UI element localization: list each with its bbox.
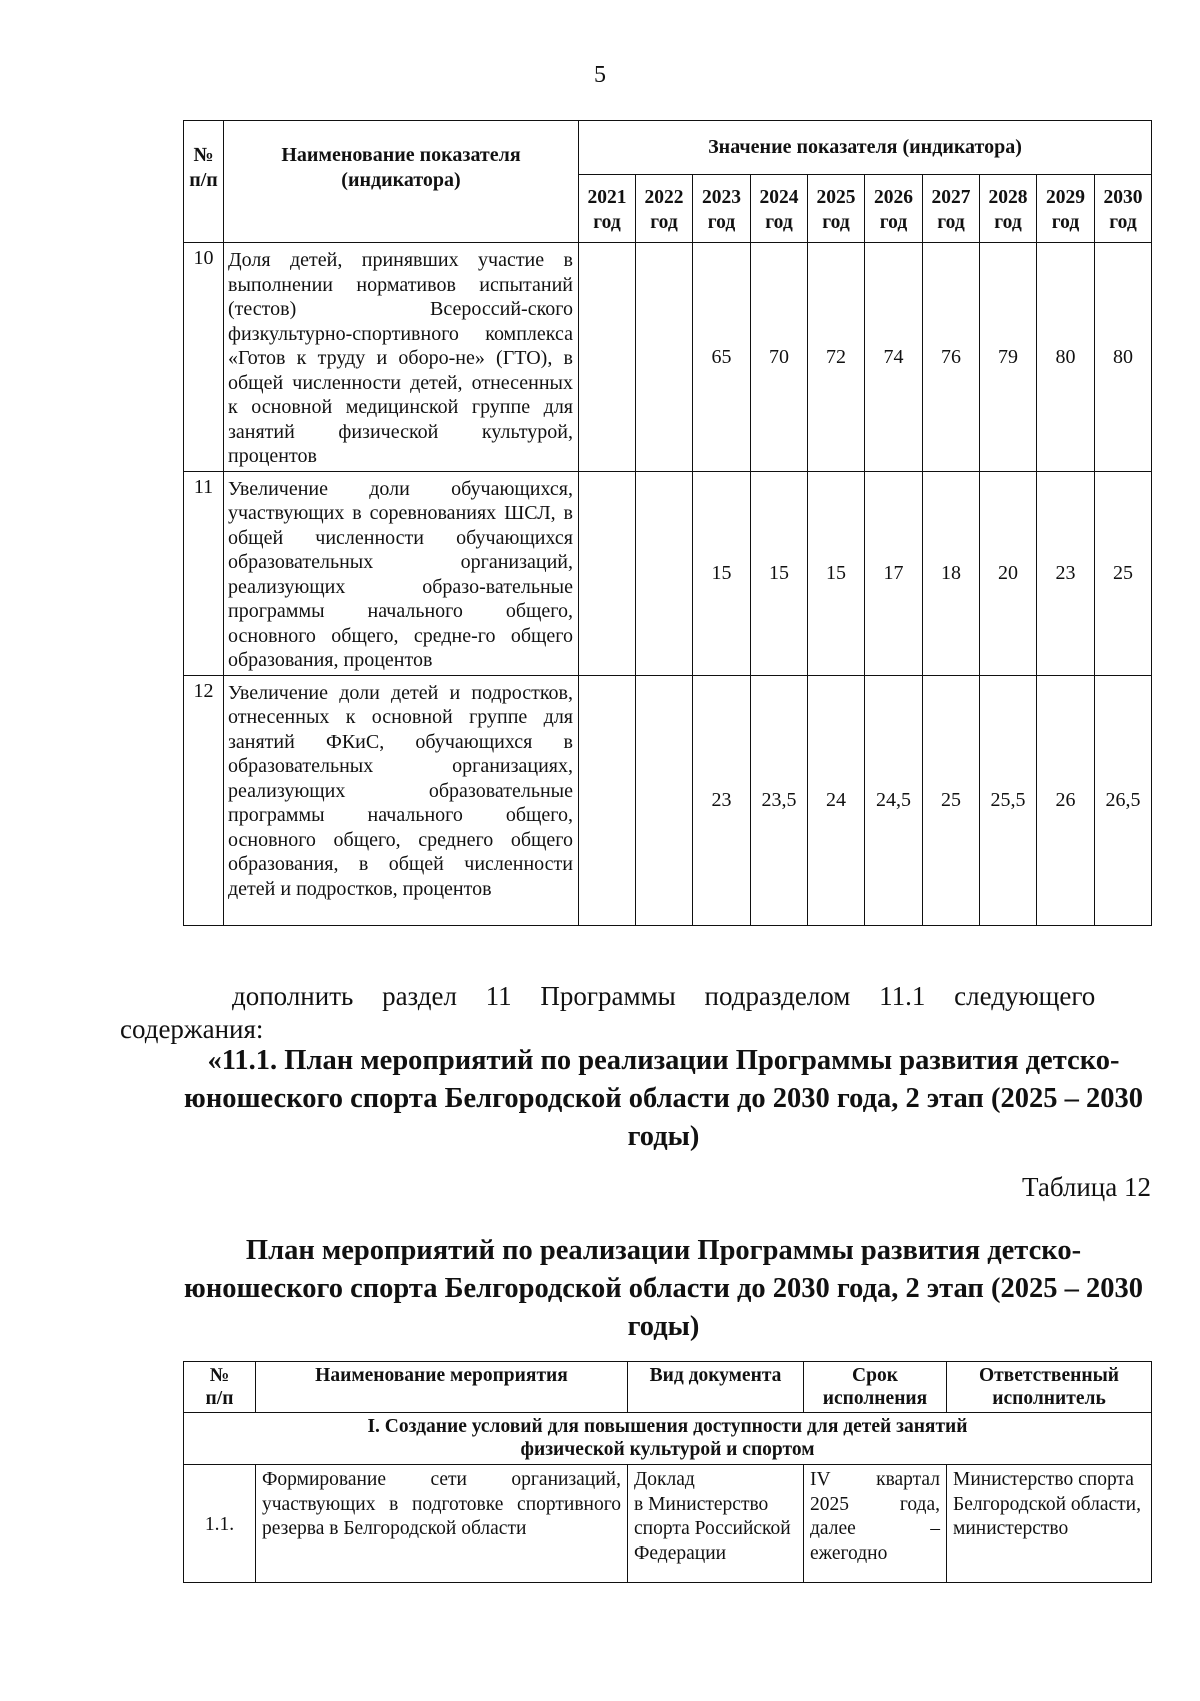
- indicator-table: [183, 120, 1152, 926]
- indicator-value: 20: [980, 471, 1037, 675]
- indicator-value: 80: [1037, 243, 1095, 472]
- header-year-label: 2022: [644, 186, 684, 208]
- header-year-unit: год: [1051, 211, 1080, 233]
- header-year-label: 2029: [1046, 186, 1085, 208]
- plan-header-doc-type: Вид документа: [628, 1362, 804, 1413]
- indicator-value: 25: [1095, 471, 1152, 675]
- header-year-5: [865, 175, 923, 243]
- indicator-value: 15: [693, 471, 751, 675]
- plan-header-num: № п/п: [184, 1362, 256, 1413]
- indicator-value: 24,5: [865, 675, 923, 925]
- header-year-4: [808, 175, 865, 243]
- indicator-value: 23,5: [751, 675, 808, 925]
- plan-table: [183, 1361, 1152, 1583]
- plan-header-name: Наименование мероприятия: [256, 1362, 628, 1413]
- indicator-value: 76: [923, 243, 980, 472]
- header-year-unit: год: [765, 211, 793, 233]
- header-year-unit: год: [822, 211, 850, 233]
- row-num: 11: [184, 471, 224, 675]
- plan-row-num: 1.1.: [184, 1465, 256, 1583]
- header-year-unit: год: [937, 211, 965, 233]
- header-year-unit: год: [593, 211, 621, 233]
- indicator-value: 24: [808, 675, 865, 925]
- indicator-value: 79: [980, 243, 1037, 472]
- header-year-unit: год: [650, 211, 678, 233]
- indicator-value: [636, 243, 693, 472]
- plan-section-title-text: I. Создание условий для повышения доступности для детей занятий физической культурой и спортом: [367, 1416, 968, 1460]
- indicator-value: [636, 471, 693, 675]
- header-num: № п/п: [184, 121, 224, 243]
- header-year-9: [1095, 175, 1152, 243]
- plan-header-responsible: Ответственный исполнитель: [947, 1362, 1152, 1413]
- header-year-label: 2023: [702, 186, 741, 208]
- header-year-unit: год: [994, 211, 1022, 233]
- header-year-label: 2030: [1103, 186, 1143, 208]
- indicator-name: Увеличение доли обучающихся, участвующих в соревнованиях ШСЛ, в общей численности обучающихся образовательных организаций, реализующих образо-вательные программы начального общего, основного общего, средне-го общего образования, процентов: [224, 471, 579, 675]
- amendment-text-cont: содержания:: [120, 1014, 264, 1044]
- header-year-label: 2024: [759, 186, 799, 208]
- amendment-text: дополнить раздел 11 Программы подразделом 11.1 следующего: [232, 981, 1096, 1011]
- indicator-row: [184, 675, 1152, 925]
- indicator-row: [184, 471, 1152, 675]
- indicator-value: 25: [923, 675, 980, 925]
- indicator-value: 18: [923, 471, 980, 675]
- indicator-value: 15: [808, 471, 865, 675]
- header-year-3: [751, 175, 808, 243]
- header-year-1: [636, 175, 693, 243]
- row-num: 10: [184, 243, 224, 472]
- plan-row-responsible: Министерство спорта Белгородской области, министерство: [947, 1465, 1152, 1583]
- amendment-paragraph: [120, 980, 1151, 1046]
- indicator-value: 23: [1037, 471, 1095, 675]
- header-year-0: [579, 175, 636, 243]
- indicator-value: 25,5: [980, 675, 1037, 925]
- subsection-title: «11.1. План мероприятий по реализации Программы развития детско-юношеского спорта Белгородской области до 2030 года, 2 этап (2025 – 2030 годы): [184, 1045, 1143, 1152]
- plan-title: План мероприятий по реализации Программы развития детско-юношеского спорта Белгородской области до 2030 года, 2 этап (2025 – 2030 годы): [184, 1235, 1143, 1342]
- indicator-value: 65: [693, 243, 751, 472]
- header-year-2: [693, 175, 751, 243]
- plan-row-name: Формирование сети организаций, участвующих в подготовке спортивного резерва в Белгородской области: [256, 1465, 628, 1583]
- indicator-name: Увеличение доли детей и подростков, отнесенных к основной группе для занятий ФКиС, обучающихся в образовательных организациях, реализующих образовательные программы начального общего, основного общего, среднего общего образования, в общей численности детей и подростков, процентов: [224, 675, 579, 925]
- plan-row-doc-type: Доклад в Министерство спорта Российской Федерации: [628, 1465, 804, 1583]
- page-number: 5: [594, 62, 606, 88]
- indicator-value: [579, 675, 636, 925]
- header-year-6: [923, 175, 980, 243]
- header-year-unit: год: [1109, 211, 1137, 233]
- plan-row-deadline: IV квартал 2025 года, далее – ежегодно: [804, 1465, 947, 1583]
- row-num: 12: [184, 675, 224, 925]
- table-label: Таблица 12: [1022, 1172, 1151, 1202]
- header-values-group: Значение показателя (индикатора): [579, 121, 1152, 175]
- header-indicator-name: Наименование показателя (индикатора): [224, 121, 579, 243]
- header-year-7: [980, 175, 1037, 243]
- indicator-value: 74: [865, 243, 923, 472]
- header-year-label: 2028: [988, 186, 1028, 208]
- header-year-8: [1037, 175, 1095, 243]
- header-year-label: 2026: [874, 186, 913, 208]
- indicator-value: 26: [1037, 675, 1095, 925]
- header-year-unit: год: [879, 211, 908, 233]
- header-year-label: 2027: [931, 186, 971, 208]
- plan-row: [184, 1465, 1152, 1583]
- indicator-value: 72: [808, 243, 865, 472]
- header-year-unit: год: [707, 211, 736, 233]
- indicator-row: [184, 243, 1152, 472]
- indicator-value: 23: [693, 675, 751, 925]
- header-year-label: 2021: [587, 186, 627, 208]
- indicator-value: 17: [865, 471, 923, 675]
- indicator-name: Доля детей, принявших участие в выполнении нормативов испытаний (тестов) Всероссий-ского физкультурно-спортивного комплекса «Готов к труду и оборо-не» (ГТО), в общей численности детей, отнесенных к основной медицинской группе для занятий физической культурой, процентов: [224, 243, 579, 472]
- indicator-value: 80: [1095, 243, 1152, 472]
- indicator-value: 26,5: [1095, 675, 1152, 925]
- plan-header-deadline: Срок исполнения: [804, 1362, 947, 1413]
- header-year-label: 2025: [816, 186, 856, 208]
- plan-section-title: [184, 1413, 1152, 1465]
- indicator-value: [579, 243, 636, 472]
- indicator-value: [636, 675, 693, 925]
- indicator-value: 70: [751, 243, 808, 472]
- indicator-value: 15: [751, 471, 808, 675]
- indicator-value: [579, 471, 636, 675]
